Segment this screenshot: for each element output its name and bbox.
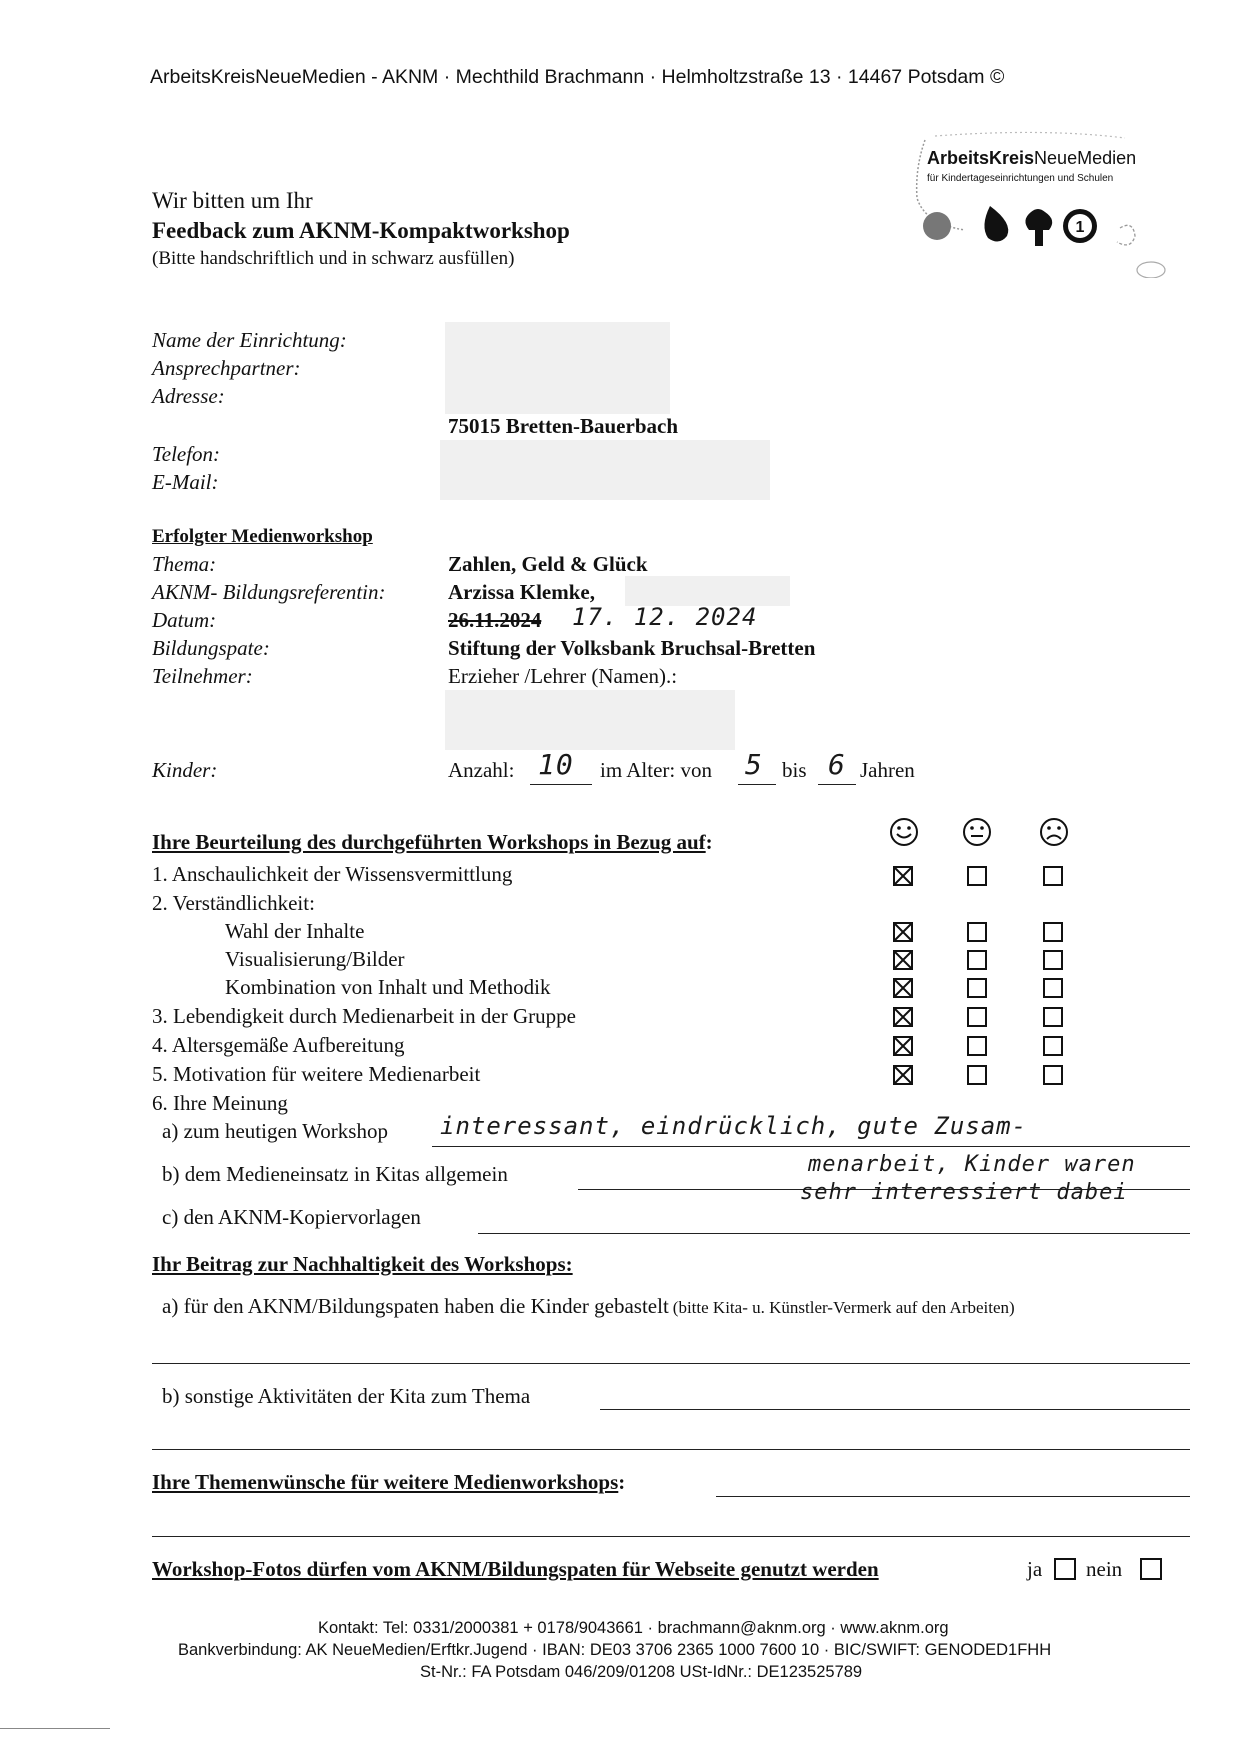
sustainability-a-label: a) für den AKNM/Bildungspaten haben die Kinder gebastelt (bitte Kita- u. Künstler-Vermerk auf den Arbeiten) [162,1294,1015,1318]
opinion-a-line [432,1146,1190,1147]
sustainability-b-line-2 [152,1449,1190,1450]
count-label: Anzahl: [448,758,515,782]
rating-2b-good-checkbox[interactable] [893,950,913,970]
opinion-b-handwritten-2[interactable]: sehr interessiert dabei [800,1180,1128,1205]
rating-3-neutral-checkbox[interactable] [967,1007,987,1027]
rating-item-6: 6. Ihre Meinung [152,1091,288,1115]
age-from-label: im Alter: von [600,758,712,782]
intro-line-1: Wir bitten um Ihr [152,188,313,213]
wishes-line-2 [152,1536,1190,1537]
wishes-heading: Ihre Themenwünsche für weitere Medienworkshops: [152,1470,626,1494]
sponsor-value: Stiftung der Volksbank Bruchsal-Bretten [448,636,816,660]
rating-5-neutral-checkbox[interactable] [967,1065,987,1085]
redacted-contact-info [445,322,670,414]
page-edge-mark [0,1728,110,1729]
footer-contact: Kontakt: Tel: 0331/2000381 + 0178/9043661 · brachmann@aknm.org · www.aknm.org [318,1619,949,1637]
rating-item-2: 2. Verständlichkeit: [152,891,315,915]
topic-label: Thema: [152,552,217,576]
rating-2c-neutral-checkbox[interactable] [967,978,987,998]
referent-value: Arzissa Klemke, [448,580,595,604]
rating-2c-bad-checkbox[interactable] [1043,978,1063,998]
redacted-phone-email [440,440,770,500]
rating-4-bad-checkbox[interactable] [1043,1036,1063,1056]
topic-value: Zahlen, Geld & Glück [448,552,648,576]
org-header-line: ArbeitsKreisNeueMedien - AKNM · Mechthild Brachmann · Helmholtzstraße 13 · 14467 Potsdam © [150,66,1005,88]
rating-item-2b: Visualisierung/Bilder [225,947,405,971]
rating-2c-good-checkbox[interactable] [893,978,913,998]
logo-title: ArbeitsKreisNeueMedien [927,148,1137,168]
rating-item-1: 1. Anschaulichkeit der Wissensvermittlung [152,862,513,886]
name-label: Name der Einrichtung: [152,328,347,352]
photos-consent-label: Workshop-Fotos dürfen vom AKNM/Bildungspaten für Webseite genutzt werden [152,1557,879,1581]
years-label: Jahren [860,758,915,782]
wishes-line [716,1496,1190,1497]
date-handwritten: 17. 12. 2024 [572,603,758,631]
contact-person-label: Ansprechpartner: [152,356,301,380]
rating-2a-neutral-checkbox[interactable] [967,922,987,942]
rating-1-neutral-checkbox[interactable] [967,866,987,886]
rating-2a-bad-checkbox[interactable] [1043,922,1063,942]
age-to-label: bis [782,758,807,782]
rating-4-neutral-checkbox[interactable] [967,1036,987,1056]
rating-heading: Ihre Beurteilung des durchgeführten Workshops in Bezug auf: [152,830,713,854]
rating-5-bad-checkbox[interactable] [1043,1065,1063,1085]
age-from-line [738,784,776,785]
address-label: Adresse: [152,384,225,408]
neutral-face-icon [962,817,992,847]
rating-item-4: 4. Altersgemäße Aufbereitung [152,1033,405,1057]
sad-face-icon [1039,817,1069,847]
rating-item-3: 3. Lebendigkeit durch Medienarbeit in der Gruppe [152,1004,576,1028]
footer-tax: St-Nr.: FA Potsdam 046/209/01208 USt-IdNr.: DE123525789 [420,1663,863,1681]
count-line [530,784,592,785]
rating-3-good-checkbox[interactable] [893,1007,913,1027]
opinion-b-handwritten[interactable]: menarbeit, Kinder waren [808,1152,1136,1177]
opinion-a-label: a) zum heutigen Workshop [162,1119,388,1143]
referent-label: AKNM- Bildungsreferentin: [152,580,386,604]
rating-item-2c: Kombination von Inhalt und Methodik [225,975,551,999]
opinion-c-label: c) den AKNM-Kopiervorlagen [162,1205,421,1229]
photos-no-label: nein [1086,1557,1123,1581]
date-label: Datum: [152,608,217,632]
svg-text:1: 1 [1075,219,1085,236]
logo-subtitle: für Kindertageseinrichtungen und Schulen [927,173,1114,184]
footer-bank: Bankverbindung: AK NeueMedien/Erftkr.Jugend · IBAN: DE03 3706 2365 1000 7600 10 · BIC/SWIFT: GENODED1FHH [178,1641,1052,1659]
redacted-referent-info [625,576,790,606]
opinion-b-label: b) dem Medieneinsatz in Kitas allgemein [162,1162,508,1186]
photos-yes-checkbox[interactable] [1054,1558,1076,1580]
sponsor-label: Bildungspate: [152,636,270,660]
participants-value: Erzieher /Lehrer (Namen).: [448,664,678,688]
age-to-line [818,784,856,785]
opinion-c-line [478,1233,1190,1234]
rating-5-good-checkbox[interactable] [893,1065,913,1085]
form-title: Feedback zum AKNM-Kompaktworkshop [152,218,570,243]
workshop-heading: Erfolgter Medienworkshop [152,526,373,547]
aknm-logo [895,128,1185,278]
intro-instruction: (Bitte handschriftlich und in schwarz ausfüllen) [152,248,515,269]
sustainability-b-label: b) sonstige Aktivitäten der Kita zum Thema [162,1384,531,1408]
rating-2b-bad-checkbox[interactable] [1043,950,1063,970]
email-label: E-Mail: [152,470,219,494]
rating-2b-neutral-checkbox[interactable] [967,950,987,970]
age-from-value: 5 [745,748,763,781]
redacted-participants [445,690,735,750]
rating-1-good-checkbox[interactable] [893,866,913,886]
happy-face-icon [889,817,919,847]
phone-label: Telefon: [152,442,221,466]
sustainability-heading: Ihr Beitrag zur Nachhaltigkeit des Workshops: [152,1252,573,1276]
rating-2a-good-checkbox[interactable] [893,922,913,942]
sustainability-b-line [600,1409,1190,1410]
address-value: 75015 Bretten-Bauerbach [448,414,679,438]
rating-item-2a: Wahl der Inhalte [225,919,365,943]
rating-item-5: 5. Motivation für weitere Medienarbeit [152,1062,481,1086]
date-original-struck: 26.11.2024 [448,608,542,632]
children-label: Kinder: [152,758,218,782]
photos-no-checkbox[interactable] [1140,1558,1162,1580]
photos-yes-label: ja [1027,1557,1043,1581]
rating-1-bad-checkbox[interactable] [1043,866,1063,886]
participants-label: Teilnehmer: [152,664,253,688]
rating-3-bad-checkbox[interactable] [1043,1007,1063,1027]
age-to-value: 6 [828,748,846,781]
rating-4-good-checkbox[interactable] [893,1036,913,1056]
opinion-a-handwritten[interactable]: interessant, eindrücklich, gute Zusam- [440,1112,1028,1140]
sustainability-a-line [152,1363,1190,1364]
count-value: 10 [538,748,574,781]
